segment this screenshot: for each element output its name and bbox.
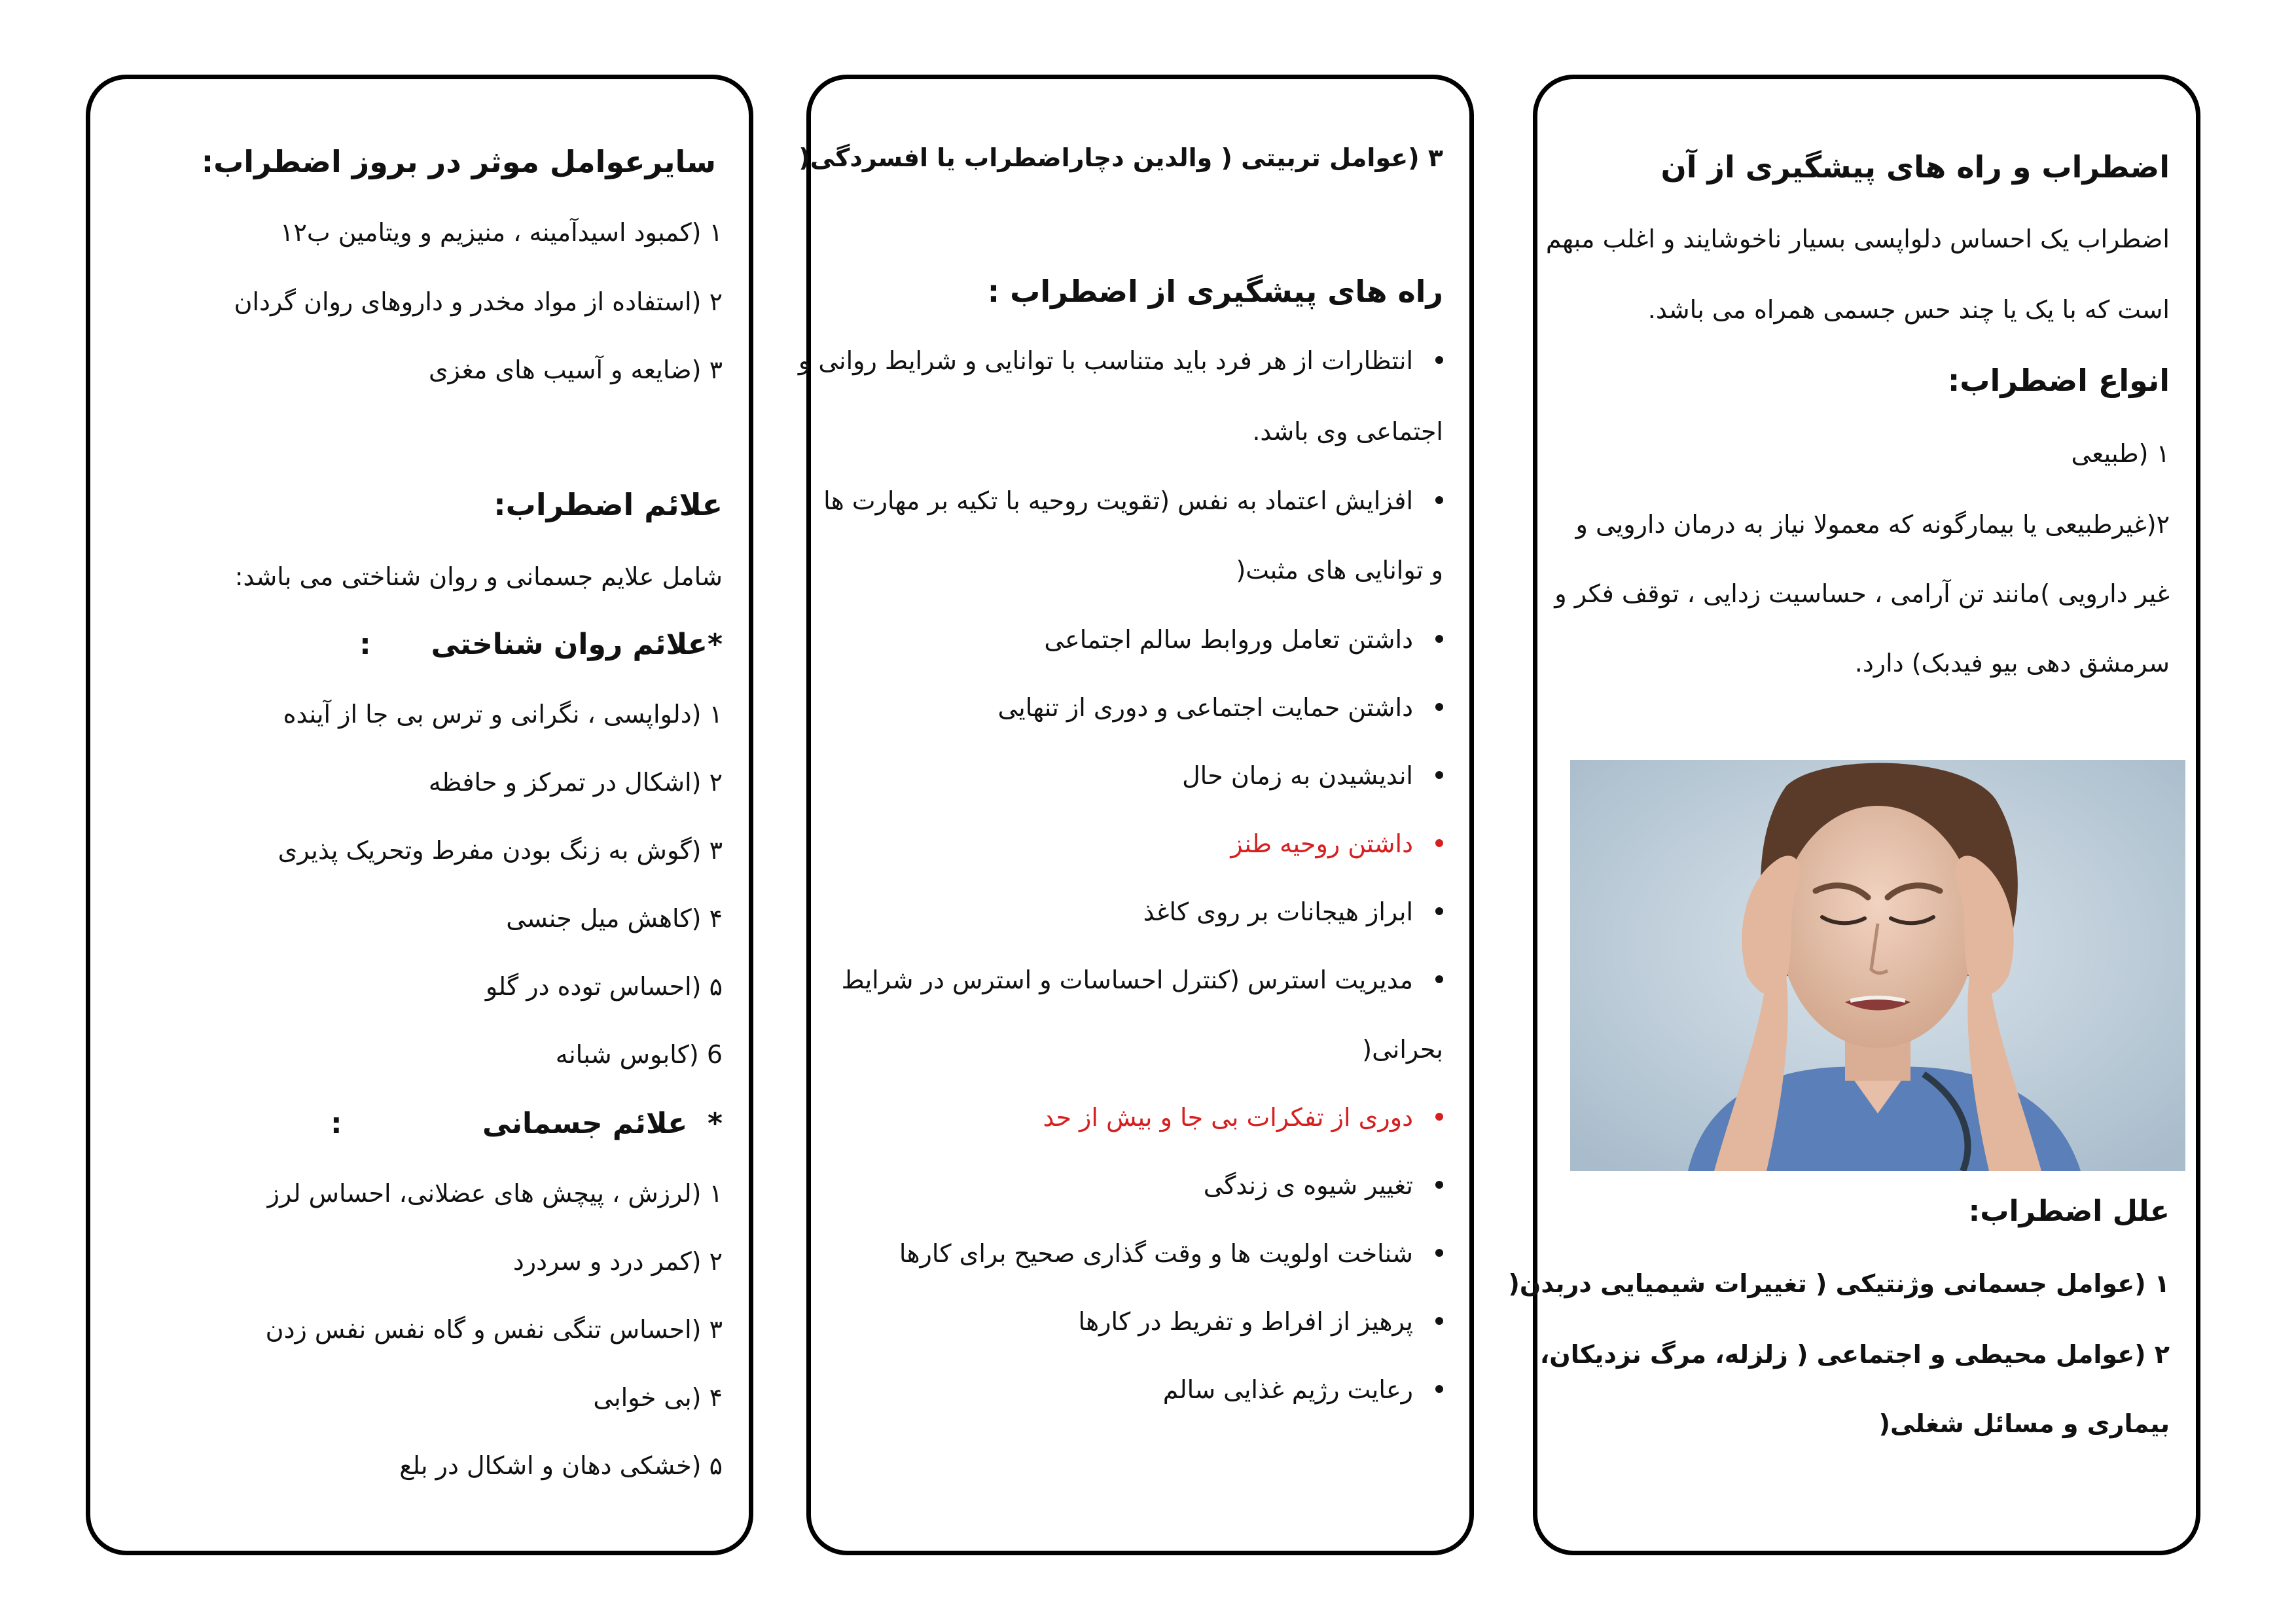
list-item: داشتن تعامل وروابط سالم اجتماعی (837, 620, 1443, 659)
list-item: افزایش اعتماد به نفس (تقویت روحیه با تکیه بر مهارت ها (837, 481, 1443, 520)
list-item-continuation: اجتماعی وی باشد. (1252, 417, 1443, 446)
bullet-icon (1435, 635, 1443, 643)
cause-line-3: بیماری و مسائل شغلی( (1878, 1409, 2170, 1438)
woman-headache-illustration (1570, 760, 2185, 1171)
type-line-3: غیر دارویی )مانند تن آرامی ، حساسیت زدایی ، توقف فکر و (1554, 579, 2170, 608)
intro-line-2: است که با یک یا چند حس جسمی همراه می باشد. (1647, 295, 2170, 324)
other-factor-2: ۲ (استفاده از مواد مخدر و داروهای روان گردان (234, 287, 723, 316)
other-factors-heading: سایرعوامل موثر در بروز اضطراب: (201, 144, 716, 179)
list-item: ابراز هیجانات بر روی کاغذ (837, 892, 1443, 931)
prevention-heading: راه های پیشگیری از اضطراب : (987, 274, 1443, 309)
cause-line-2: ۲ (عوامل محیطی و اجتماعی ( زلزله، مرگ نزدیکان، (1539, 1340, 2170, 1369)
list-item-continuation: و توانایی های مثبت( (1236, 556, 1443, 585)
list-item: رعایت رژیم غذایی سالم (837, 1370, 1443, 1409)
bullet-icon (1435, 1181, 1443, 1189)
bullet-icon (1435, 703, 1443, 711)
physical-symptom-2: ۲ (کمر درد و سردرد (512, 1247, 723, 1276)
list-item-continuation: بحرانی( (1362, 1035, 1443, 1064)
middle-panel (798, 75, 1474, 1555)
list-item-highlighted: دوری از تفکرات بی جا و بیش از حد (837, 1098, 1443, 1137)
physical-symptom-5: ۵ (خشکی دهان و اشکال در بلع (399, 1451, 723, 1480)
anxiety-title: اضطراب و راه های پیشگیری از آن (1660, 149, 2170, 185)
cause-line-3-continued: ۳ (عوامل تربیتی ( والدین دچاراضطراب یا افسردگی( (798, 143, 1443, 172)
list-item: پرهیز از افراط و تفریط در کارها (837, 1302, 1443, 1341)
psych-symptom-4: ۴ (کاهش میل جنسی (506, 904, 723, 933)
types-heading: انواع اضطراب: (1947, 363, 2170, 398)
headache-photo (1570, 760, 2185, 1171)
cause-line-1: ۱ (عوامل جسمانی وژنتیکی ( تغییرات شیمیایی دربدن( (1508, 1269, 2170, 1298)
bullet-icon (1435, 1249, 1443, 1257)
intro-line-1: اضطراب یک احساس دلواپسی بسیار ناخوشایند و اغلب مبهم (1545, 225, 2170, 253)
physical-symptom-4: ۴ (بی خوابی (593, 1383, 723, 1412)
list-item: تغییر شیوه ی زندگی (837, 1166, 1443, 1205)
physical-symptoms-heading: * علائم جسمانی : (330, 1107, 723, 1140)
physical-symptom-1: ۱ (لرزش ، پیچش های عضلانی، احساس لرز (267, 1179, 723, 1208)
psych-symptom-1: ۱ (دلواپسی ، نگرانی و ترس بی جا از آینده (283, 700, 723, 729)
list-item: شناخت اولویت ها و وقت گذاری صحیح برای کارها (837, 1234, 1443, 1273)
type-line-1: ۱ (طبیعی (2071, 439, 2170, 468)
bullet-icon (1435, 1385, 1443, 1393)
bullet-icon (1435, 1317, 1443, 1325)
symptoms-heading: علائم اضطراب: (493, 487, 723, 522)
list-item: داشتن حمایت اجتماعی و دوری از تنهایی (837, 688, 1443, 727)
bullet-icon (1435, 975, 1443, 983)
list-item-highlighted: داشتن روحیه طنز (837, 824, 1443, 863)
bullet-icon (1435, 1113, 1443, 1121)
bullet-icon (1435, 356, 1443, 364)
bullet-icon (1435, 496, 1443, 504)
psych-symptom-2: ۲ (اشکال در تمرکز و حافظه (428, 768, 723, 797)
list-item: اندیشیدن به زمان حال (837, 756, 1443, 795)
other-factor-1: ۱ (کمبود اسیدآمینه ، منیزیم و ویتامین ب۱۲ (280, 218, 723, 247)
bullet-icon (1435, 839, 1443, 847)
left-panel (86, 75, 753, 1555)
other-factor-3: ۳ (ضایعه و آسیب های مغزی (428, 355, 723, 384)
list-item: مدیریت استرس (کنترل احساسات و استرس در شرایط (837, 960, 1443, 1000)
causes-heading: علل اضطراب: (1968, 1195, 2170, 1228)
physical-symptom-3: ۳ (احساس تنگی نفس و گاه نفس نفس زدن (265, 1315, 723, 1344)
type-line-2: ۲(غیرطبیعی یا بیمارگونه که معمولا نیاز به درمان دارویی و (1575, 510, 2170, 539)
psych-symptom-3: ۳ (گوش به زنگ بودن مفرط وتحریک پذیری (278, 836, 723, 865)
psych-symptoms-heading: *علائم روان شناختی : (359, 628, 723, 661)
bullet-icon (1435, 907, 1443, 915)
list-item: انتظارات از هر فرد باید متناسب با توانایی و شرایط روانی و (837, 341, 1443, 380)
symptoms-intro: شامل علایم جسمانی و روان شناختی می باشد: (234, 562, 723, 591)
bullet-icon (1435, 771, 1443, 779)
psych-symptom-6: 6 (کابوس شبانه (555, 1040, 723, 1069)
right-panel (1508, 75, 2200, 1555)
type-line-4: سرمشق دهی بیو فیدبک) دارد. (1854, 649, 2170, 677)
psych-symptom-5: ۵ (احساس توده در گلو (485, 972, 723, 1001)
